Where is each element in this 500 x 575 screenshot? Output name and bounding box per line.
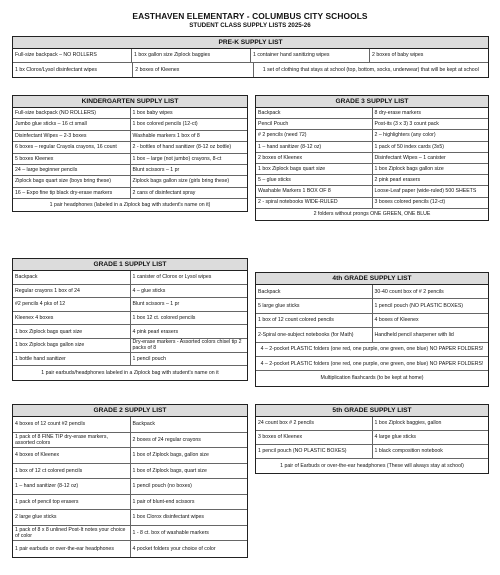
supply-item: Dry-erase markers - Assorted colors chisel tip 2 packs of 8 xyxy=(130,339,248,352)
supply-item: 1 box Clorox disinfectant wipes xyxy=(130,510,248,525)
supply-item: Kleenex 4 boxes xyxy=(15,314,54,321)
table-row xyxy=(13,339,247,353)
table-row xyxy=(13,108,247,119)
supply-item: Washable Markers 1 BOX OF 8 xyxy=(258,188,331,195)
table-row xyxy=(13,154,247,165)
table-row xyxy=(13,510,247,526)
table-row xyxy=(13,526,247,542)
supply-item: 4 – glue sticks xyxy=(130,285,248,298)
supply-item: Ziplock bags gallon size (girls bring these) xyxy=(130,176,248,186)
supply-item: 1 pair earbuds or over-the-ear headphones xyxy=(15,545,114,552)
document-subtitle: STUDENT CLASS SUPPLY LISTS 2025-26 xyxy=(189,22,311,29)
grade3-section-title: GRADE 3 SUPPLY LIST xyxy=(256,96,488,108)
table-row xyxy=(13,298,247,312)
supply-item: 2-Spiral one-subject notebooks (for Math) xyxy=(258,331,354,338)
table-row xyxy=(256,198,488,209)
grade4-section-title: 4th GRADE SUPPLY LIST xyxy=(256,273,488,285)
supply-item: Backpack xyxy=(130,417,248,432)
table-row xyxy=(256,314,488,328)
table-row xyxy=(13,188,247,199)
table-row xyxy=(13,165,247,176)
table-row xyxy=(13,433,247,449)
table-row xyxy=(256,153,488,164)
supply-item: 2 – highlighters (any color) xyxy=(372,130,489,140)
supply-item: 1 box Ziplock bags quart size xyxy=(15,328,83,335)
table-row xyxy=(256,175,488,186)
supply-item: 2 large glue sticks xyxy=(15,514,57,521)
supply-item: # 2 pencils (need 72) xyxy=(258,132,307,139)
supply-item: 1 box of 12 ct colored pencils xyxy=(15,467,83,474)
kindergarten-section-title: KINDERGARTEN SUPPLY LIST xyxy=(13,96,247,108)
supply-item: 30-40 count box of # 2 pencils xyxy=(372,285,489,298)
table-row xyxy=(256,357,488,371)
supply-item: 2 boxes of Kleenex xyxy=(132,63,252,77)
table-row xyxy=(13,176,247,187)
table-row xyxy=(13,325,247,339)
table-row xyxy=(13,417,247,433)
grade5-supply-list xyxy=(255,404,489,474)
table-row xyxy=(13,119,247,130)
table-row xyxy=(13,49,488,63)
table-row xyxy=(13,285,247,299)
document-title: EASTHAVEN ELEMENTARY - COLUMBUS CITY SCHOOLS xyxy=(132,11,368,21)
table-row xyxy=(256,299,488,313)
table-row xyxy=(256,417,488,431)
prek-section-title: PRE-K SUPPLY LIST xyxy=(13,37,488,49)
supply-item: 1 pencil pouch xyxy=(130,353,248,366)
table-row xyxy=(256,108,488,119)
supply-item: 1 box Ziplock bags quart size xyxy=(258,165,326,172)
table-row xyxy=(13,464,247,480)
table-row xyxy=(13,63,488,77)
supply-item: 4 boxes of Kleenex xyxy=(15,452,60,459)
supply-item: Handheld pencil sharpener with lid xyxy=(372,328,489,341)
supply-item: Full-size backpack (NO ROLLERS) xyxy=(15,110,97,117)
table-row xyxy=(13,199,247,210)
table-row xyxy=(13,448,247,464)
supply-item: 1 pencil pouch (NO PLASTIC BOXES) xyxy=(372,299,489,312)
supply-item: 8 dry-erase markers xyxy=(372,108,489,118)
supply-item: Post-its (3 x 3) 3 count pack xyxy=(372,119,489,129)
supply-item: 1 set of clothing that stays at school (top, bottom, socks, underwear) that will be kept at school xyxy=(253,63,489,77)
supply-item: 1 pair earbuds/headphones labeled in a Ziplock bag with student's name on it xyxy=(41,369,219,376)
supply-item: 4 large glue sticks xyxy=(372,431,489,444)
supply-item: 2 folders without prongs ONE GREEN, ONE BLUE xyxy=(313,211,431,218)
supply-item: Blunt scissors – 1 pr xyxy=(130,165,248,175)
supply-item: 4 – 2-pocket PLASTIC folders (one red, one purple, one green, one blue) NO PAPER FOLDERS! xyxy=(260,346,484,353)
table-row xyxy=(256,130,488,141)
supply-item: 2 boxes of Kleenex xyxy=(258,154,303,161)
supply-item: 1 box Ziplock bags gallon size xyxy=(372,164,489,174)
table-row xyxy=(13,142,247,153)
supply-item: 3 boxes colored pencils (12-ct) xyxy=(372,198,489,208)
table-row xyxy=(13,312,247,326)
supply-item: Jumbo glue sticks – 16 ct small xyxy=(15,121,87,128)
supply-item: 1 box 12 ct. colored pencils xyxy=(130,312,248,325)
supply-item: Disinfectant Wipes – 1 canister xyxy=(372,153,489,163)
table-row xyxy=(13,479,247,495)
supply-item: Backpack xyxy=(258,288,281,295)
supply-item: 4 pocket folders your choice of color xyxy=(130,541,248,557)
table-row xyxy=(13,131,247,142)
supply-item: Ziplock bags quart size (boys bring these) xyxy=(15,178,112,185)
supply-item: 5 large glue sticks xyxy=(258,302,300,309)
supply-item: 1 – hand sanitizer (8-12 oz) xyxy=(15,483,79,490)
table-row xyxy=(256,209,488,220)
table-row xyxy=(256,371,488,385)
supply-item: Loose-Leaf paper (wide-ruled) 500 SHEETS xyxy=(372,186,489,196)
supply-item: 1 box – large (not jumbo) crayons, 8-ct xyxy=(130,154,248,164)
supply-item: 1 bx Clorox/Lysol disinfectant wipes xyxy=(15,66,97,73)
supply-item: Backpack xyxy=(15,274,38,281)
supply-item: Multiplication flashcards (to be kept at home) xyxy=(320,375,424,382)
supply-item: 1 pair of blunt-end scissors xyxy=(130,495,248,510)
grade1-section-title: GRADE 1 SUPPLY LIST xyxy=(13,259,247,271)
table-row xyxy=(13,271,247,285)
supply-item: 1 pair of Earbuds or over-the-ear headphones (These will always stay at school) xyxy=(280,462,464,469)
supply-item: 1 canister of Clorox or Lysol wipes xyxy=(130,271,248,284)
table-row xyxy=(256,328,488,342)
supply-item: Pencil Pouch xyxy=(258,121,289,128)
supply-item: 1 bottle hand sanitizer xyxy=(15,355,66,362)
supply-item: 4 boxes of 12 count #2 pencils xyxy=(15,421,86,428)
table-row xyxy=(13,541,247,557)
supply-item: 1 pencil pouch (NO PLASTIC BOXES) xyxy=(258,448,347,455)
supply-item: 1 - 8 ct. box of washable markers xyxy=(130,526,248,541)
table-row xyxy=(256,459,488,473)
supply-item: 6 boxes – regular Crayola crayons, 16 count xyxy=(15,144,117,151)
supply-item: 2 - bottles of hand sanitizer (8-12 oz bottle) xyxy=(130,142,248,152)
grade5-section-title: 5th GRADE SUPPLY LIST xyxy=(256,405,488,417)
supply-item: 5 boxes Kleenex xyxy=(15,155,54,162)
supply-item: 1 box of Ziplock bags, quart size xyxy=(130,464,248,479)
supply-item: 1 container hand sanitizing wipes xyxy=(250,49,369,62)
prek-supply-list xyxy=(12,36,489,78)
supply-item: 2 boxes of baby wipes xyxy=(369,49,488,62)
supply-item: 4 pink pearl erasers xyxy=(130,325,248,338)
supply-item: 1 pair headphones (labeled in a Ziplock bag with student's name on it) xyxy=(49,201,211,208)
supply-item: 4 boxes of Kleenex xyxy=(372,314,489,327)
grade2-supply-list xyxy=(12,404,248,558)
supply-item: Washable markers 1 box of 8 xyxy=(130,131,248,141)
table-row xyxy=(13,366,247,380)
supply-item: Blunt scissors – 1 pr xyxy=(130,298,248,311)
supply-item: 1 pack of 50 index cards (3x5) xyxy=(372,142,489,152)
supply-item: 16 – Expo fine tip black dry-erase markers xyxy=(15,189,113,196)
table-row xyxy=(256,343,488,357)
supply-item: Full-size backpack – NO ROLLERS xyxy=(15,52,97,59)
supply-item: 1 – hand sanitizer (8-12 oz) xyxy=(258,143,322,150)
supply-item: 1 box Ziplock bags gallon size xyxy=(15,342,85,349)
supply-item: 2 - spiral notebooks WIDE-RULED xyxy=(258,199,338,206)
supply-item: 1 box of 12 count colored pencils xyxy=(258,317,334,324)
supply-item: 24 count box # 2 pencils xyxy=(258,420,314,427)
table-row xyxy=(13,495,247,511)
supply-item: 1 box of Ziplock bags, gallon size xyxy=(130,448,248,463)
kindergarten-supply-list xyxy=(12,95,248,212)
supply-item: Disinfectant Wipes – 2-3 boxes xyxy=(15,132,87,139)
supply-item: Regular crayons 1 box of 24 xyxy=(15,287,80,294)
table-row xyxy=(256,164,488,175)
supply-item: 1 black composition notebook xyxy=(372,445,489,458)
supply-item: 1 pack of 8 FINE TIP dry-erase markers, assorted colors xyxy=(15,433,108,446)
supply-item: 1 box colored pencils (12-ct) xyxy=(130,119,248,129)
supply-item: #2 pencils 4 pks of 12 xyxy=(15,301,66,308)
supply-item: 5 – glue sticks xyxy=(258,177,291,184)
supply-item: 1 box gallon size Ziplock baggies xyxy=(131,49,250,62)
table-row xyxy=(256,186,488,197)
supply-item: 2 boxes of 24 regular crayons xyxy=(130,433,248,448)
grade1-supply-list xyxy=(12,258,248,381)
table-row xyxy=(256,431,488,445)
supply-item: 1 box baby wipes xyxy=(130,108,248,118)
supply-item: 1 pack of 8 x 8 unlined Post-It notes your choice of color xyxy=(15,526,126,539)
table-row xyxy=(256,445,488,459)
supply-item: 2 cans of disinfectant spray xyxy=(130,188,248,198)
grade4-supply-list xyxy=(255,272,489,387)
table-row xyxy=(256,285,488,299)
supply-item: 1 pencil pouch (no boxes) xyxy=(130,479,248,494)
table-row xyxy=(13,353,247,367)
supply-item: 4 – 2-pocket PLASTIC folders (one red, one purple, one green, one blue) NO PAPER FOLDERS! xyxy=(260,360,484,367)
supply-item: 24 – large beginner pencils xyxy=(15,167,78,174)
table-row xyxy=(256,142,488,153)
supply-item: 1 pack of pencil top erasers xyxy=(15,498,79,505)
table-row xyxy=(256,119,488,130)
grade2-section-title: GRADE 2 SUPPLY LIST xyxy=(13,405,247,417)
supply-item: Backpack xyxy=(258,109,281,116)
grade3-supply-list xyxy=(255,95,489,221)
supply-item: 3 boxes of Kleenex xyxy=(258,434,303,441)
supply-item: 1 box Ziplock baggies, gallon xyxy=(372,417,489,430)
supply-item: 2 pink pearl erasers xyxy=(372,175,489,185)
